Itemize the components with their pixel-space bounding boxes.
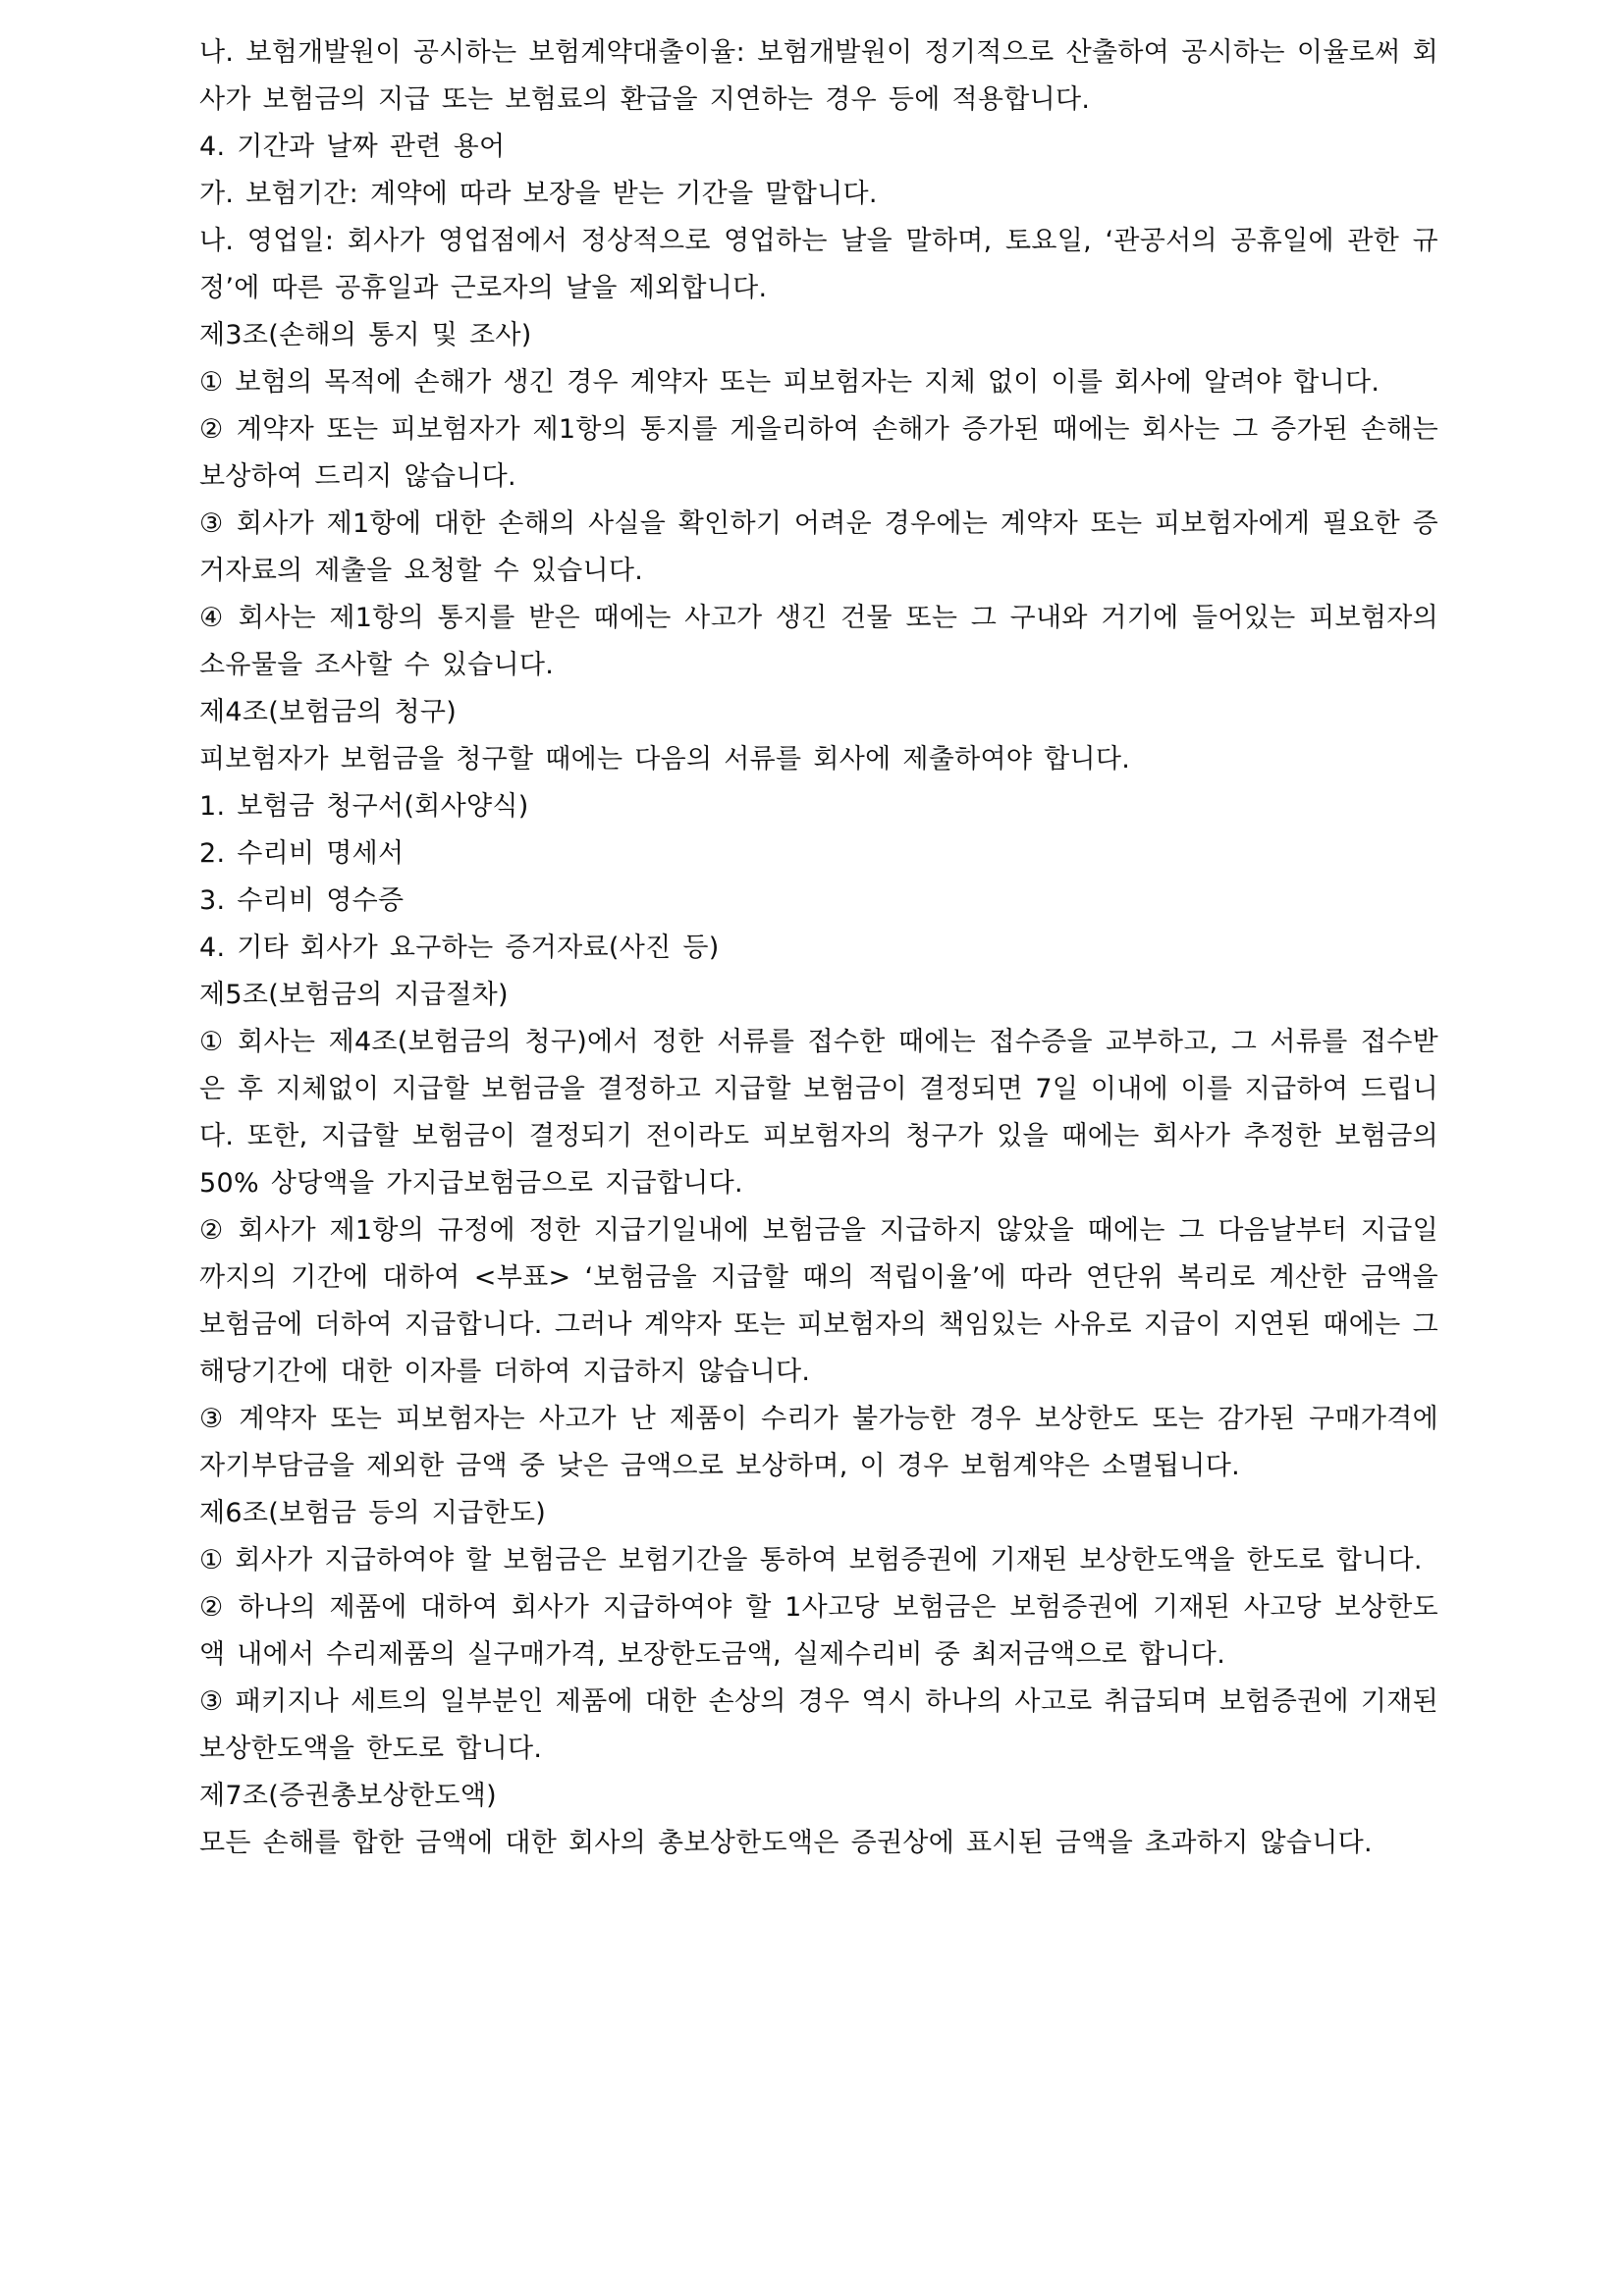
article-3-clause-1: ① 보험의 목적에 손해가 생긴 경우 계약자 또는 피보험자는 지체 없이 이를 회사에 알려야 합니다. [199, 367, 1380, 398]
article-4-list-item: 3. 수리비 영수증 [199, 885, 405, 916]
article-7-body: 모든 손해를 합한 금액에 대한 회사의 총보상한도액은 증권상에 표시된 금액을 초과하지 않습니다. [199, 1828, 1373, 1858]
term-definition-insurance-period: 가. 보험기간: 계약에 따라 보장을 받는 기간을 말합니다. [199, 179, 878, 209]
article-5-heading: 제5조(보험금의 지급절차) [199, 980, 509, 1010]
article-5-clause-1: ① 회사는 제4조(보험금의 청구)에서 정한 서류를 접수한 때에는 접수증을 교부하고, 그 서류를 접수받은 후 지체없이 지급할 보험금을 결정하고 지급할 보험금이 결정되면 7일 이내에 이를 지급하여 드립니다. 또한, 지급할 보험금이 결정되기 전이라도 피보험자의 청구가 있을 때에는 회사가 추정한 보험금의 50% 상당액을 가지급보험금으로 지급합니다. [199, 1027, 1438, 1199]
article-4-list-item: 1. 보험금 청구서(회사양식) [199, 791, 529, 822]
article-5-clause-2: ② 회사가 제1항의 규정에 정한 지급기일내에 보험금을 지급하지 않았을 때에는 그 다음날부터 지급일까지의 기간에 대하여 <부표> ‘보험금을 지급할 때의 적립이율’에 따라 연단위 복리로 계산한 금액을 보험금에 더하여 지급합니다. 그러나 계약자 또는 피보험자의 책임있는 사유로 지급이 지연된 때에는 그 해당기간에 대한 이자를 더하여 지급하지 않습니다. [199, 1215, 1438, 1387]
term-definition-loan-rate: 나. 보험개발원이 공시하는 보험계약대출이율: 보험개발원이 정기적으로 산출하여 공시하는 이율로써 회사가 보험금의 지급 또는 보험료의 환급을 지연하는 경우 등에 적용합니다. [199, 37, 1438, 115]
article-3-clause-2: ② 계약자 또는 피보험자가 제1항의 통지를 게을리하여 손해가 증가된 때에는 회사는 그 증가된 손해는 보상하여 드리지 않습니다. [199, 414, 1438, 492]
article-3-heading: 제3조(손해의 통지 및 조사) [199, 320, 532, 350]
article-5-clause-3: ③ 계약자 또는 피보험자는 사고가 난 제품이 수리가 불가능한 경우 보상한도 또는 감가된 구매가격에 자기부담금을 제외한 금액 중 낮은 금액으로 보상하며, 이 경우 보험계약은 소멸됩니다. [199, 1404, 1438, 1481]
article-4-list-item: 4. 기타 회사가 요구하는 증거자료(사진 등) [199, 933, 720, 963]
article-3-clause-4: ④ 회사는 제1항의 통지를 받은 때에는 사고가 생긴 건물 또는 그 구내와 거기에 들어있는 피보험자의 소유물을 조사할 수 있습니다. [199, 603, 1438, 680]
document-page [199, 29, 1438, 1867]
article-4-intro: 피보험자가 보험금을 청구할 때에는 다음의 서류를 회사에 제출하여야 합니다. [199, 744, 1131, 774]
article-6-heading: 제6조(보험금 등의 지급한도) [199, 1498, 547, 1528]
term-definition-business-day: 나. 영업일: 회사가 영업점에서 정상적으로 영업하는 날을 말하며, 토요일, ‘관공서의 공휴일에 관한 규정’에 따른 공휴일과 근로자의 날을 제외합니다. [199, 226, 1438, 303]
section-heading-period-terms: 4. 기간과 날짜 관련 용어 [199, 132, 506, 162]
article-6-clause-1: ① 회사가 지급하여야 할 보험금은 보험기간을 통하여 보험증권에 기재된 보상한도액을 한도로 합니다. [199, 1545, 1423, 1575]
article-3-clause-3: ③ 회사가 제1항에 대한 손해의 사실을 확인하기 어려운 경우에는 계약자 또는 피보험자에게 필요한 증거자료의 제출을 요청할 수 있습니다. [199, 508, 1438, 586]
article-4-list-item: 2. 수리비 명세서 [199, 838, 405, 869]
article-7-heading: 제7조(증권총보상한도액) [199, 1781, 497, 1811]
article-6-clause-3: ③ 패키지나 세트의 일부분인 제품에 대한 손상의 경우 역시 하나의 사고로 취급되며 보험증권에 기재된 보상한도액을 한도로 합니다. [199, 1686, 1438, 1764]
article-6-clause-2: ② 하나의 제품에 대하여 회사가 지급하여야 할 1사고당 보험금은 보험증권에 기재된 사고당 보상한도액 내에서 수리제품의 실구매가격, 보장한도금액, 실제수리비 중 최저금액으로 합니다. [199, 1592, 1438, 1670]
article-4-heading: 제4조(보험금의 청구) [199, 697, 458, 727]
